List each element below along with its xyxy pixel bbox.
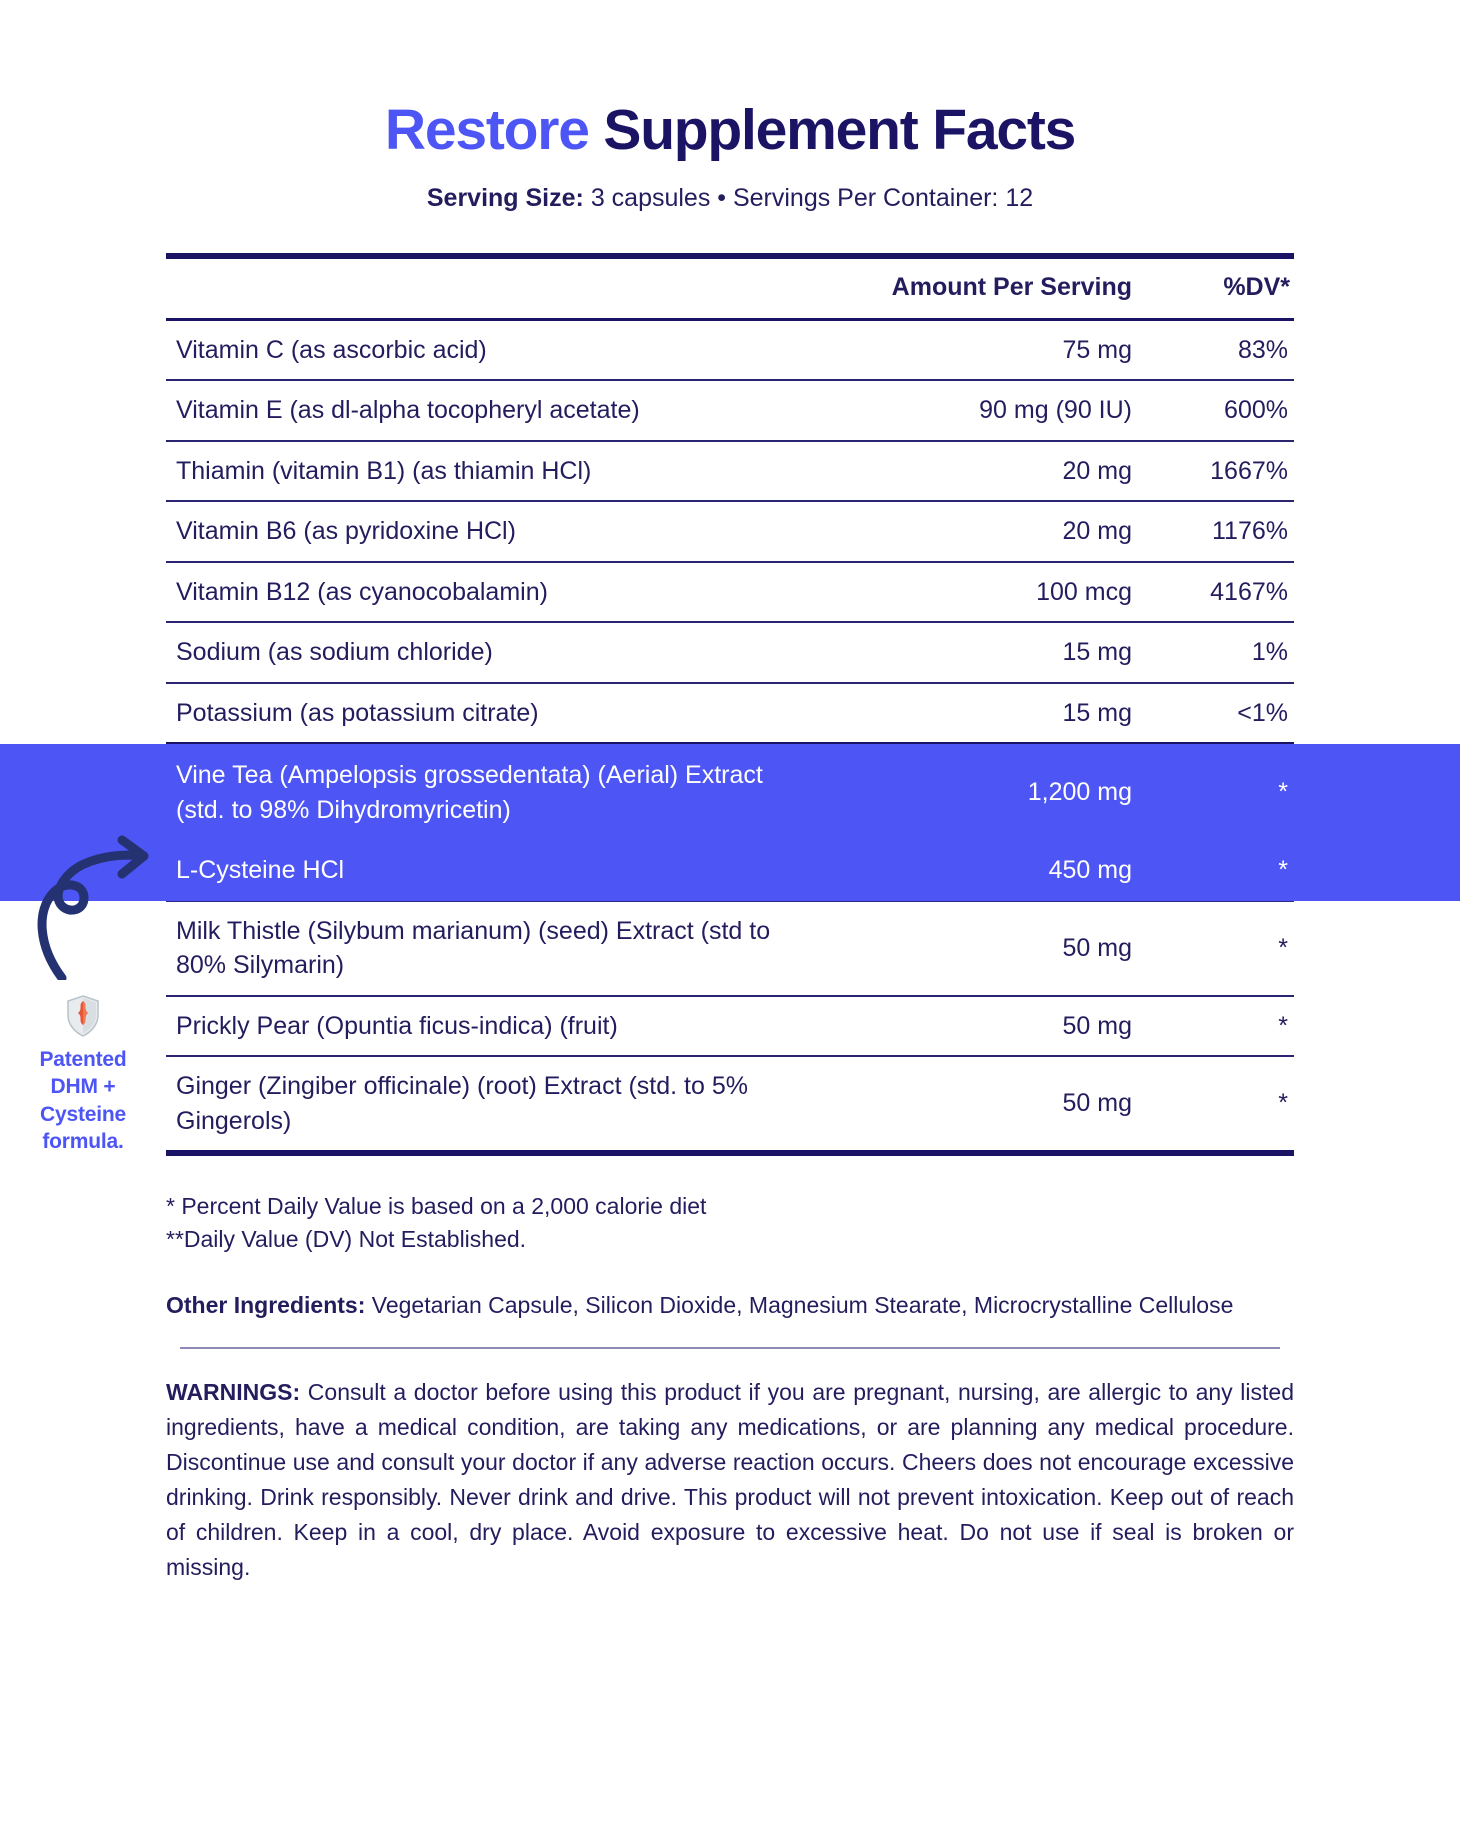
table-row [166,840,1294,901]
footnote-dv-not-established: **Daily Value (DV) Not Established. [166,1226,527,1253]
ingredient-name: Vitamin C (as ascorbic acid) [166,319,786,380]
footnotes [166,1190,1294,1257]
warnings-text: Consult a doctor before using this product if you are pregnant, nursing, are allergic to any listed ingredients, have a medical condition, are taking any medications, or are planning any medical procedure. Discontinue use and consult your doctor if any adverse reaction occurs. Cheers does not encourage excessive drinking. Drink responsibly. Never drink and drive. This product will not prevent intoxication. Keep out of reach of children. Keep in a cool, dry place. Avoid exposure to excessive heat. Do not use if seal is broken or missing. [166,1379,1294,1581]
warnings-block [166,1375,1294,1585]
ingredient-amount: 90 mg (90 IU) [786,380,1136,441]
ingredient-amount: 20 mg [786,501,1136,562]
ingredient-name: Prickly Pear (Opuntia ficus-indica) (fruit) [166,996,786,1057]
table-row [166,683,1294,745]
badge-line-1: Patented [39,1048,127,1071]
ingredient-amount: 100 mcg [786,562,1136,623]
curved-arrow-icon [22,830,150,985]
section-divider [180,1347,1280,1349]
table-row [166,319,1294,380]
patent-badge-text [8,1046,158,1155]
ingredient-name: Thiamin (vitamin B1) (as thiamin HCl) [166,441,786,502]
ingredient-daily-value: 1176% [1136,501,1294,562]
table-body [166,319,1294,1153]
column-header-amount: Amount Per Serving [786,256,1136,320]
page-title [0,0,1460,162]
ingredient-daily-value: * [1136,996,1294,1057]
ingredient-name: Vitamin B6 (as pyridoxine HCl) [166,501,786,562]
ingredient-daily-value: 1667% [1136,441,1294,502]
badge-line-4: formula. [42,1129,124,1153]
table-row [166,622,1294,683]
nutrition-table-wrapper [166,253,1294,1157]
ingredient-daily-value: 4167% [1136,562,1294,623]
ingredient-amount: 50 mg [786,1056,1136,1153]
other-ingredients-label: Other Ingredients: [166,1291,366,1318]
ingredient-amount: 1,200 mg [786,744,1136,840]
table-header [166,256,1294,320]
ingredient-amount: 75 mg [786,319,1136,380]
ingredient-amount: 20 mg [786,441,1136,502]
shield-icon [8,995,158,1042]
other-ingredients [166,1289,1294,1322]
table-header-row [166,256,1294,320]
other-ingredients-value: Vegetarian Capsule, Silicon Dioxide, Magnesium Stearate, Microcrystalline Cellulose [365,1291,1234,1318]
table-row [166,996,1294,1057]
ingredient-amount: 50 mg [786,996,1136,1057]
table-row [166,901,1294,996]
serving-size-value: 3 capsules • Servings Per Container: 12 [590,183,1034,212]
ingredient-name: Vine Tea (Ampelopsis grossedentata) (Aerial) Extract (std. to 98% Dihydromyricetin) [166,744,786,840]
footnote-daily-value: * Percent Daily Value is based on a 2,000 calorie diet [166,1193,707,1220]
ingredient-name: Vitamin B12 (as cyanocobalamin) [166,562,786,623]
ingredient-daily-value: 600% [1136,380,1294,441]
badge-line-3: Cysteine [40,1102,126,1126]
ingredient-daily-value: * [1136,840,1294,901]
badge-line-2: DHM + [50,1075,116,1099]
table-row [166,744,1294,840]
ingredient-amount: 50 mg [786,901,1136,996]
column-header-dv: %DV* [1136,256,1294,320]
warnings-label: WARNINGS: [166,1379,301,1406]
table-row [166,380,1294,441]
ingredient-name: Milk Thistle (Silybum marianum) (seed) Extract (std to 80% Silymarin) [166,901,786,996]
ingredient-amount: 15 mg [786,683,1136,745]
ingredient-name: Sodium (as sodium chloride) [166,622,786,683]
title-accent: Restore [384,98,589,162]
ingredient-name: L-Cysteine HCl [166,840,786,901]
patent-badge [8,995,158,1155]
ingredient-daily-value: * [1136,1056,1294,1153]
table-row [166,562,1294,623]
ingredient-amount: 450 mg [786,840,1136,901]
table-row [166,501,1294,562]
ingredient-daily-value: 83% [1136,319,1294,380]
ingredient-daily-value: <1% [1136,683,1294,745]
ingredient-name: Vitamin E (as dl-alpha tocopheryl acetate) [166,380,786,441]
nutrition-facts-table [166,253,1294,1157]
ingredient-amount: 15 mg [786,622,1136,683]
title-rest: Supplement Facts [603,98,1076,162]
ingredient-daily-value: * [1136,901,1294,996]
serving-info [0,184,1460,213]
ingredient-name: Potassium (as potassium citrate) [166,683,786,745]
serving-size-label: Serving Size: [426,183,584,212]
ingredient-name: Ginger (Zingiber officinale) (root) Extract (std. to 5% Gingerols) [166,1056,786,1153]
table-row [166,441,1294,502]
column-header-nutrient [166,256,786,320]
ingredient-daily-value: 1% [1136,622,1294,683]
table-row [166,1056,1294,1153]
ingredient-daily-value: * [1136,744,1294,840]
